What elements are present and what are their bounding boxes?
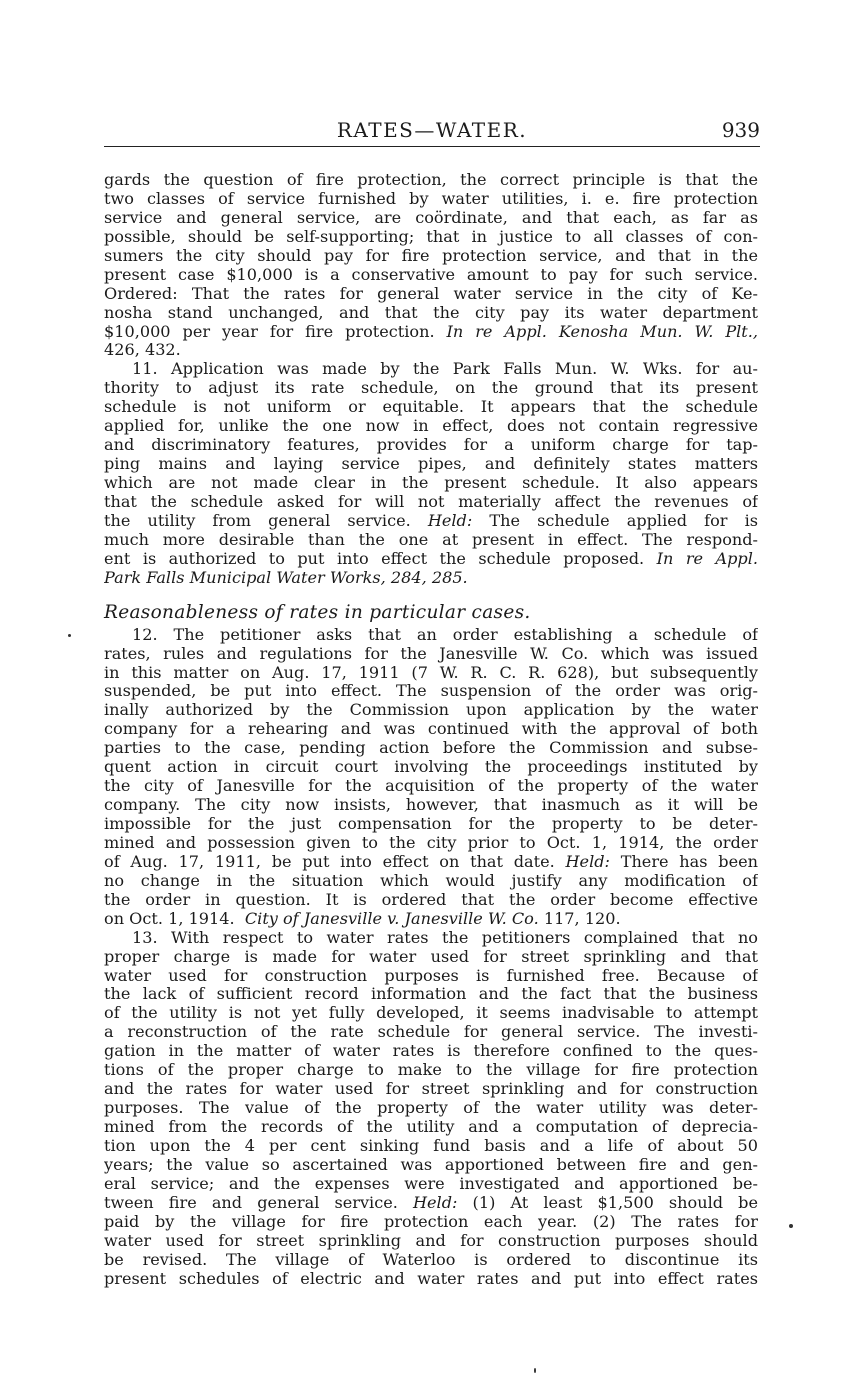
text-line: quent action in circuit court involving the proceedings instituted by — [104, 758, 758, 777]
text-line: sumers the city should pay for fire protection service, and that in the — [104, 246, 758, 265]
text-line — [104, 569, 758, 588]
text-line — [104, 550, 758, 569]
text-line: 426, 432. — [104, 341, 181, 360]
text-segment: of Aug. 17, 1911, be put into effect on that date. — [104, 852, 555, 871]
text-line — [104, 1194, 758, 1213]
text-line: which are not made clear in the present schedule. It also appears — [104, 474, 758, 492]
text-line: ping mains and laying service pipes, and definitely states matters — [104, 455, 758, 474]
text-segment: tween fire and general service. — [104, 1193, 398, 1212]
header-rule — [104, 146, 760, 147]
body-text — [104, 171, 758, 1288]
case-citation: City of Janesville v. Janesville W. Co. — [244, 909, 539, 928]
text-line: rates, rules and regulations for the Janesville W. Co. which was issued — [104, 644, 758, 663]
scan-speck — [789, 1224, 793, 1228]
text-segment: 117, 120. — [543, 909, 621, 928]
text-line: water used for street sprinkling and for construction purposes should — [104, 1231, 758, 1250]
running-head — [104, 116, 760, 146]
text-line: years; the value so ascertained was apportioned between fire and gen- — [104, 1155, 758, 1174]
text-line — [104, 323, 758, 342]
held-label: Held: — [427, 511, 473, 530]
text-line: tions of the proper charge to make to the village for fire protection — [104, 1061, 758, 1080]
text-line: the lack of sufficient record information and the fact that the business — [104, 985, 758, 1004]
text-line: water used for construction purposes is furnished free. Because of — [104, 966, 758, 985]
text-line: tion upon the 4 per cent sinking fund basis and a life of about 50 — [104, 1136, 758, 1155]
text-line: the order in question. It is ordered that the order become effective — [104, 890, 758, 909]
text-line: company for a rehearing and was continued with the approval of both — [104, 720, 758, 739]
text-line: that the schedule asked for will not materially affect the revenues of — [104, 492, 758, 511]
text-line: gation in the matter of water rates is therefore confined to the ques- — [104, 1042, 758, 1061]
text-line: be revised. The village of Waterloo is ordered to discontinue its — [104, 1250, 758, 1269]
scan-speck — [68, 634, 71, 637]
text-line: inally authorized by the Commission upon application by the water — [104, 701, 758, 720]
text-line: and discriminatory features, provides for a uniform charge for tap- — [104, 436, 758, 455]
text-line: thority to adjust its rate schedule, on the ground that its present — [104, 379, 758, 398]
text-line: impossible for the just compensation for the property to be deter- — [104, 815, 758, 833]
text-segment: the utility from general service. — [104, 511, 411, 530]
held-label: Held: — [565, 852, 610, 871]
text-line: eral service; and the expenses were investigated and apportioned be- — [104, 1174, 758, 1193]
text-line: possible, should be self-supporting; that in justice to all classes of con- — [104, 227, 758, 246]
text-line: in this matter on Aug. 17, 1911 (7 W. R. C. R. 628), but subsequently — [104, 663, 758, 682]
text-line — [104, 512, 758, 531]
case-citation: In re Appl. Kenosha Mun. W. Plt., — [446, 322, 758, 341]
text-line: nosha stand unchanged, and that the city pay its water department — [104, 303, 758, 322]
text-line: the city of Janesville for the acquisition of the property of the water — [104, 777, 758, 796]
text-line — [104, 910, 758, 929]
text-line: and the rates for water used for street sprinkling and for construction — [104, 1080, 758, 1099]
text-line: present schedules of electric and water rates and put into effect rates — [104, 1269, 758, 1288]
scan-speck — [534, 1368, 536, 1373]
text-line: mined from the records of the utility and a computation of deprecia- — [104, 1118, 758, 1136]
paragraph-11-first-line: 11. Application was made by the Park Falls Mun. W. Wks. for au- — [132, 360, 758, 379]
page-title: RATES—WATER. — [336, 118, 528, 142]
text-line: two classes of service furnished by water utilities, i. e. fire protection — [104, 189, 758, 208]
text-line: schedule is not uniform or equitable. It appears that the schedule — [104, 398, 758, 417]
text-line: present case $10,000 is a conservative amount to pay for such service. — [104, 265, 758, 284]
text-segment: ent is authorized to put into effect the schedule proposed. — [104, 549, 645, 568]
text-segment: There has been — [620, 852, 758, 871]
held-label: Held: — [412, 1193, 458, 1212]
text-line: proper charge is made for water used for street sprinkling and that — [104, 947, 758, 966]
text-line: much more desirable than the one at present in effect. The respond- — [104, 530, 758, 549]
paragraph-13-first-line: 13. With respect to water rates the petitioners complained that no — [132, 928, 758, 947]
case-citation: Park Falls Municipal Water Works, 284, 285. — [104, 568, 468, 587]
text-line: Ordered: That the rates for general water service in the city of Ke- — [104, 284, 758, 303]
text-segment: The schedule applied for is — [489, 511, 758, 530]
text-line: parties to the case, pending action before the Commission and subse- — [104, 739, 758, 758]
page-number: 939 — [721, 118, 760, 142]
text-line: gards the question of fire protection, the correct principle is that the — [104, 171, 758, 189]
case-citation: In re Appl. — [656, 549, 758, 568]
text-segment: (1) At least $1,500 should be — [472, 1193, 758, 1212]
text-line: mined and possession given to the city prior to Oct. 1, 1914, the order — [104, 833, 758, 852]
paragraph-12-first-line: 12. The petitioner asks that an order establishing a schedule of — [132, 625, 758, 644]
text-line: of the utility is not yet fully developed, it seems inadvisable to attempt — [104, 1004, 758, 1023]
section-heading: Reasonableness of rates in particular cases. — [104, 601, 531, 623]
text-line: company. The city now insists, however, that inasmuch as it will be — [104, 796, 758, 815]
text-line: a reconstruction of the rate schedule for general service. The investi- — [104, 1023, 758, 1042]
text-line: suspended, be put into effect. The suspension of the order was orig- — [104, 682, 758, 701]
text-line — [104, 853, 758, 872]
text-line: service and general service, are coördinate, and that each, as far as — [104, 208, 758, 227]
text-line: no change in the situation which would justify any modification of — [104, 871, 758, 890]
text-line: purposes. The value of the property of the water utility was deter- — [104, 1099, 758, 1118]
text-line: paid by the village for fire protection each year. (2) The rates for — [104, 1212, 758, 1231]
text-line: applied for, unlike the one now in effect, does not contain regressive — [104, 417, 758, 436]
text-segment: on Oct. 1, 1914. — [104, 909, 235, 928]
text-segment: $10,000 per year for fire protection. — [104, 322, 435, 341]
